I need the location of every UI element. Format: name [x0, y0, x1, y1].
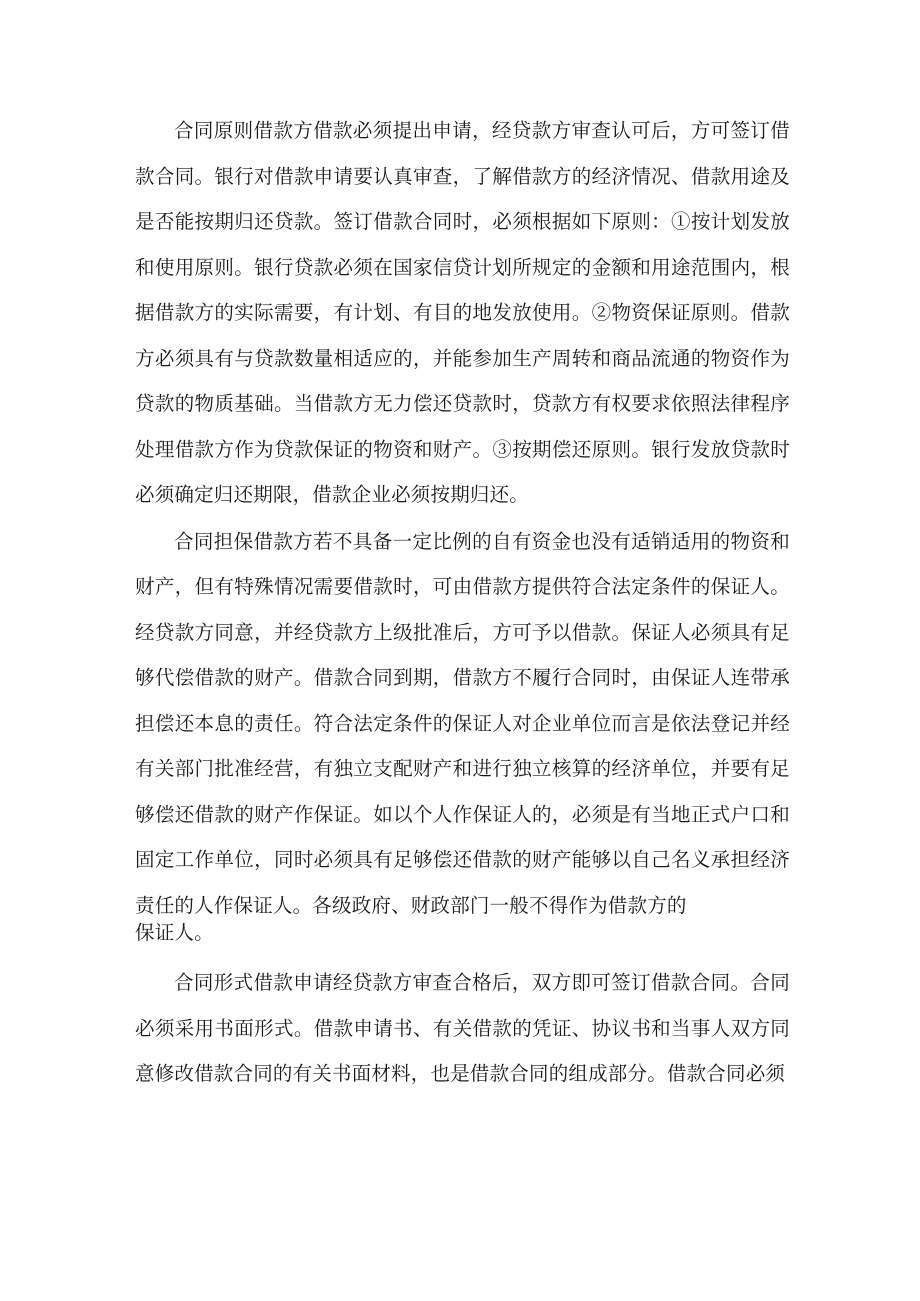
- paragraph-loan-guarantee: [135, 519, 790, 955]
- paragraph-loan-guarantee-text: 合同担保借款方若不具备一定比例的自有资金也没有适销适用的物资和财产，但有特殊情况需要借款时，可由借款方提供符合法定条件的保证人。经贷款方同意，并经贷款方上级批准后，方可予以借款。保证人必须具有足够代偿借款的财产。借款合同到期，借款方不履行合同时，由保证人连带承担偿还本息的责任。符合法定条件的保证人对企业单位而言是依法登记并经有关部门批准经营，有独立支配财产和进行独立核算的经济单位，并要有足够偿还借款的财产作保证。如以个人作保证人的，必须是有当地正式户口和固定工作单位，同时必须具有足够偿还借款的财产能够以自己名义承担经济责任的人作保证人。各级政府、财政部门一般不得作为借款方的: [135, 529, 790, 917]
- paragraph-contract-form: 合同形式借款申请经贷款方审查合格后，双方即可签订借款合同。合同必须采用书面形式。借款申请书、有关借款的凭证、协议书和当事人双方同意修改借款合同的有关书面材料，也是借款合同的组成部分。借款合同必须: [135, 971, 790, 1085]
- document-body: [135, 108, 790, 1097]
- paragraph-loan-principles: 合同原则借款方借款必须提出申请，经贷款方审查认可后，方可签订借款合同。银行对借款申请要认真审查，了解借款方的经济情况、借款用途及是否能按期归还贷款。签订借款合同时，必须根据如下原则：①按计划发放和使用原则。银行贷款必须在国家信贷计划所规定的金额和用途范围内，根据借款方的实际需要，有计划、有目的地发放使用。②物资保证原则。借款方必须具有与贷款数量相适应的，并能参加生产周转和商品流通的物资作为贷款的物质基础。当借款方无力偿还贷款时，贷款方有权要求依照法律程序处理借款方作为贷款保证的物资和财产。③按期偿还原则。银行发放贷款时必须确定归还期限，借款企业必须按期归还。: [135, 119, 790, 506]
- paragraph-loan-guarantee-tail: 保证人。: [135, 921, 214, 944]
